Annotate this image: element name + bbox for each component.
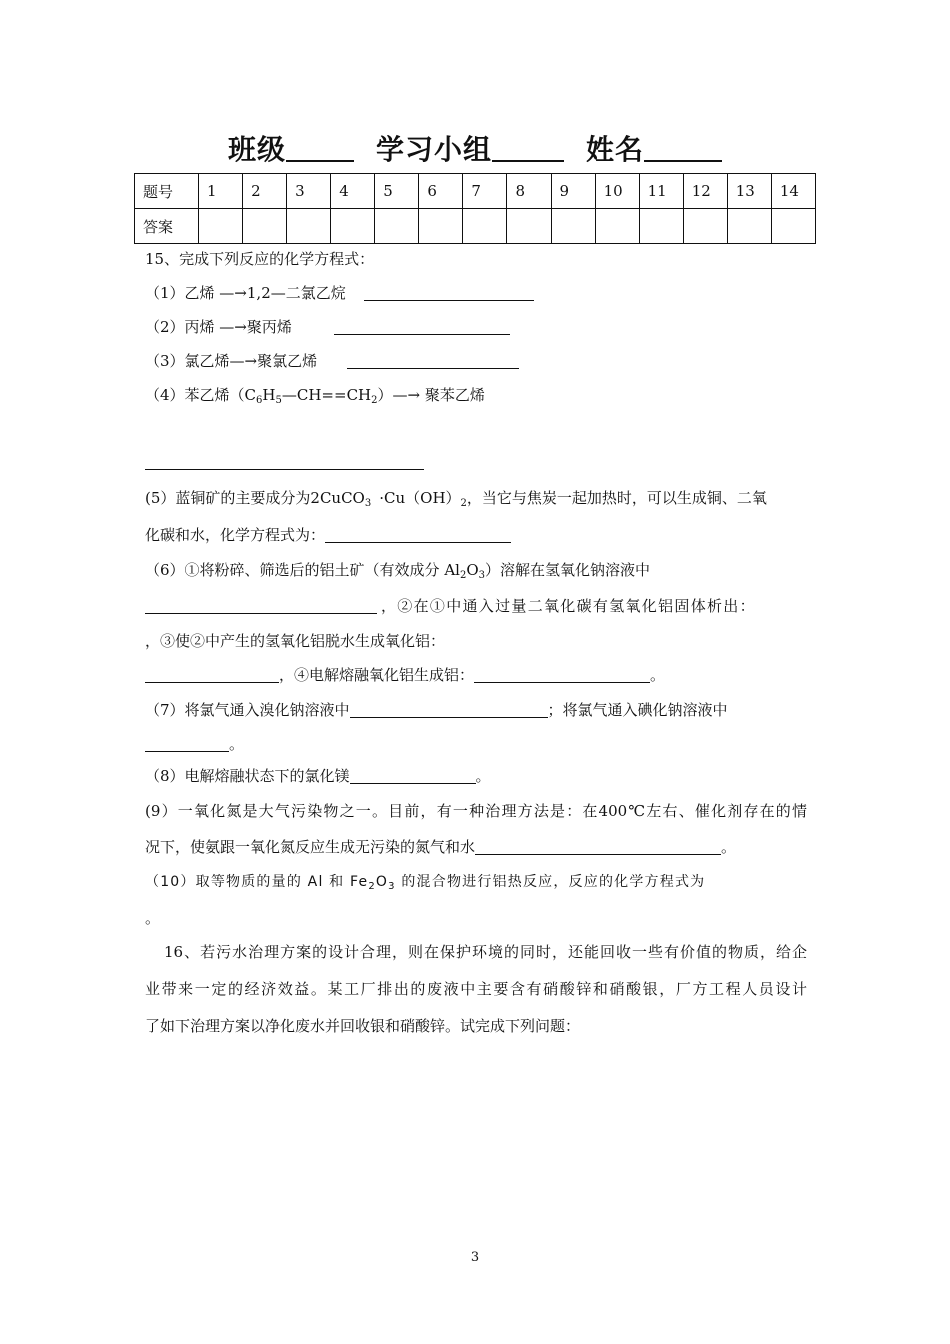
subscript: 3 — [478, 570, 486, 581]
q15-item10-line1 — [145, 872, 807, 892]
answer-row — [135, 209, 816, 244]
question-number-cell: 9 — [551, 174, 595, 209]
q15-item2 — [145, 317, 510, 337]
q15-item6-blank1[interactable] — [145, 597, 377, 614]
question-number-cell: 12 — [683, 174, 727, 209]
answer-label: 答案 — [135, 209, 199, 244]
q15-item10-text: （10）取等物质的量的 Al 和 Fe — [145, 874, 369, 890]
answer-cell[interactable] — [463, 209, 507, 244]
answer-cell[interactable] — [683, 209, 727, 244]
q15-item4-text: ）—→ 聚苯乙烯 — [377, 386, 485, 404]
q15-item6-line4 — [145, 665, 665, 685]
answer-cell[interactable] — [551, 209, 595, 244]
q15-item10-text: 的混合物进行铝热反应，反应的化学方程式为 — [395, 874, 706, 890]
q15-item5-text: 化碳和水，化学方程式为： — [145, 526, 326, 544]
q15-item8-text: （8）电解熔融状态下的氯化镁 — [145, 767, 350, 785]
q15-item5-line2 — [145, 525, 511, 545]
question-number-label: 题号 — [135, 174, 199, 209]
question-number-cell: 8 — [507, 174, 551, 209]
q15-item9-text: 。 — [721, 838, 737, 856]
q15-stem: 15、完成下列反应的化学方程式： — [145, 250, 375, 268]
q15-item4 — [145, 385, 485, 405]
subscript: 2 — [460, 498, 467, 509]
answer-cell[interactable] — [771, 209, 815, 244]
answer-table — [134, 173, 816, 244]
question-number-cell: 3 — [287, 174, 331, 209]
q15-item3 — [145, 351, 519, 371]
subscript: 3 — [388, 881, 396, 892]
q15-item6-text: 。 — [650, 666, 666, 684]
question-number-cell: 4 — [331, 174, 375, 209]
name-blank[interactable] — [644, 132, 722, 162]
q15-item4-text: —CH==CH — [281, 386, 372, 404]
answer-cell[interactable] — [639, 209, 683, 244]
q15-item7-text: 。 — [229, 735, 245, 753]
q15-item9-text: 况下，使氨跟一氧化氮反应生成无污染的氮气和水 — [145, 838, 476, 856]
q15-item4-answer — [145, 452, 424, 472]
answer-cell[interactable] — [419, 209, 463, 244]
q15-item6-text: O — [466, 561, 479, 579]
q15-item1-blank[interactable] — [364, 284, 534, 301]
q15-item7-line2 — [145, 734, 244, 754]
question-number-cell: 13 — [727, 174, 771, 209]
q15-item8 — [145, 766, 491, 786]
subscript: 5 — [275, 395, 282, 406]
q15-item9-line1: (9）一氧化氮是大气污染物之一。目前，有一种治理方法是：在400℃左右、催化剂存在的情 — [145, 802, 807, 820]
answer-cell[interactable] — [507, 209, 551, 244]
q15-item6-blank4[interactable] — [474, 666, 650, 683]
q15-item5-text: ，当它与焦炭一起加热时，可以生成铜、二氧 — [466, 489, 767, 507]
subscript: 2 — [368, 881, 376, 892]
q15-item7-blank1[interactable] — [350, 701, 548, 718]
question-number-cell: 11 — [639, 174, 683, 209]
question-number-cell: 6 — [419, 174, 463, 209]
q15-item4-blank[interactable] — [145, 453, 424, 470]
q16-line1: 16、若污水治理方案的设计合理，则在保护环境的同时，还能回收一些有价值的物质，给企 — [164, 943, 807, 961]
q15-item7-blank2[interactable] — [145, 735, 229, 752]
q15-item6-line3 — [145, 631, 445, 651]
question-number-cell: 1 — [199, 174, 243, 209]
q15-item6-line1 — [145, 560, 650, 580]
answer-cell[interactable] — [243, 209, 287, 244]
q15-item6-text: ，②在①中通入过量二氧化碳有氢氧化铝固体析出： — [381, 597, 756, 615]
q15-item6-text: （6）①将粉碎、筛选后的铝土矿（有效成分 Al — [145, 561, 460, 579]
group-blank[interactable] — [492, 132, 564, 162]
question-number-row — [135, 174, 816, 209]
q15-item5-blank[interactable] — [325, 526, 511, 543]
q15-item3-text: （3）氯乙烯—→聚氯乙烯 — [145, 352, 318, 370]
q15-item2-text: （2）丙烯 —→聚丙烯 — [145, 318, 292, 336]
answer-cell[interactable] — [595, 209, 639, 244]
q15-item1-text: （1）乙烯 —→1,2—二氯乙烷 — [145, 284, 346, 302]
subscript: 3 — [364, 498, 372, 509]
q15-item7-line1 — [145, 700, 728, 720]
q15-item6-line2 — [145, 596, 756, 616]
q16-line2: 业带来一定的经济效益。某工厂排出的废液中主要含有硝酸锌和硝酸银，厂方工程人员设计 — [145, 980, 807, 998]
group-label: 学习小组 — [375, 133, 492, 166]
question-number-cell: 5 — [375, 174, 419, 209]
answer-cell[interactable] — [287, 209, 331, 244]
subscript: 6 — [256, 395, 263, 406]
q15-item5-text: (5）蓝铜矿的主要成分为2CuCO — [145, 489, 365, 507]
question-number-cell: 10 — [595, 174, 639, 209]
subscript: 2 — [459, 570, 467, 581]
q15-item8-blank[interactable] — [350, 767, 476, 784]
class-label: 班级 — [227, 133, 286, 166]
q15-item5-text: ·Cu（OH） — [379, 489, 461, 507]
q15-item7-text: ；将氯气通入碘化钠溶液中 — [547, 701, 728, 719]
q15-item6-text: ）溶解在氢氧化钠溶液中 — [485, 561, 651, 579]
page-number: 3 — [470, 1250, 480, 1265]
q15-item1 — [145, 283, 534, 303]
q15-item3-blank[interactable] — [347, 352, 519, 369]
q15-item6-text: ，③使②中产生的氢氧化铝脱水生成氧化铝： — [145, 632, 446, 650]
q15-item7-text: （7）将氯气通入溴化钠溶液中 — [145, 701, 350, 719]
question-number-cell: 14 — [771, 174, 815, 209]
subscript: 2 — [371, 395, 378, 406]
header-title — [0, 128, 950, 168]
q15-item9-line2 — [145, 837, 736, 857]
q15-item4-text: H — [262, 386, 276, 404]
class-blank[interactable] — [286, 132, 354, 162]
q15-item2-blank[interactable] — [334, 318, 510, 335]
q16-line3: 了如下治理方案以净化废水并回收银和硝酸锌。试完成下列问题： — [145, 1017, 581, 1035]
answer-cell[interactable] — [375, 209, 419, 244]
q15-item10-text: O — [375, 874, 389, 890]
q15-item9-blank[interactable] — [475, 838, 721, 855]
answer-cell[interactable] — [199, 209, 243, 244]
q15-item10-line2: 。 — [145, 909, 161, 927]
q15-item6-blank3[interactable] — [145, 666, 279, 683]
name-label: 姓名 — [586, 133, 645, 166]
answer-cell[interactable] — [727, 209, 771, 244]
question-number-cell: 2 — [243, 174, 287, 209]
question-number-cell: 7 — [463, 174, 507, 209]
q15-item5-line1 — [145, 488, 767, 508]
q15-item4-text: （4）苯乙烯（C — [145, 386, 257, 404]
q15-item8-text: 。 — [475, 767, 491, 785]
answer-cell[interactable] — [331, 209, 375, 244]
q15-item6-text: ，④电解熔融氧化铝生成铝： — [279, 666, 475, 684]
